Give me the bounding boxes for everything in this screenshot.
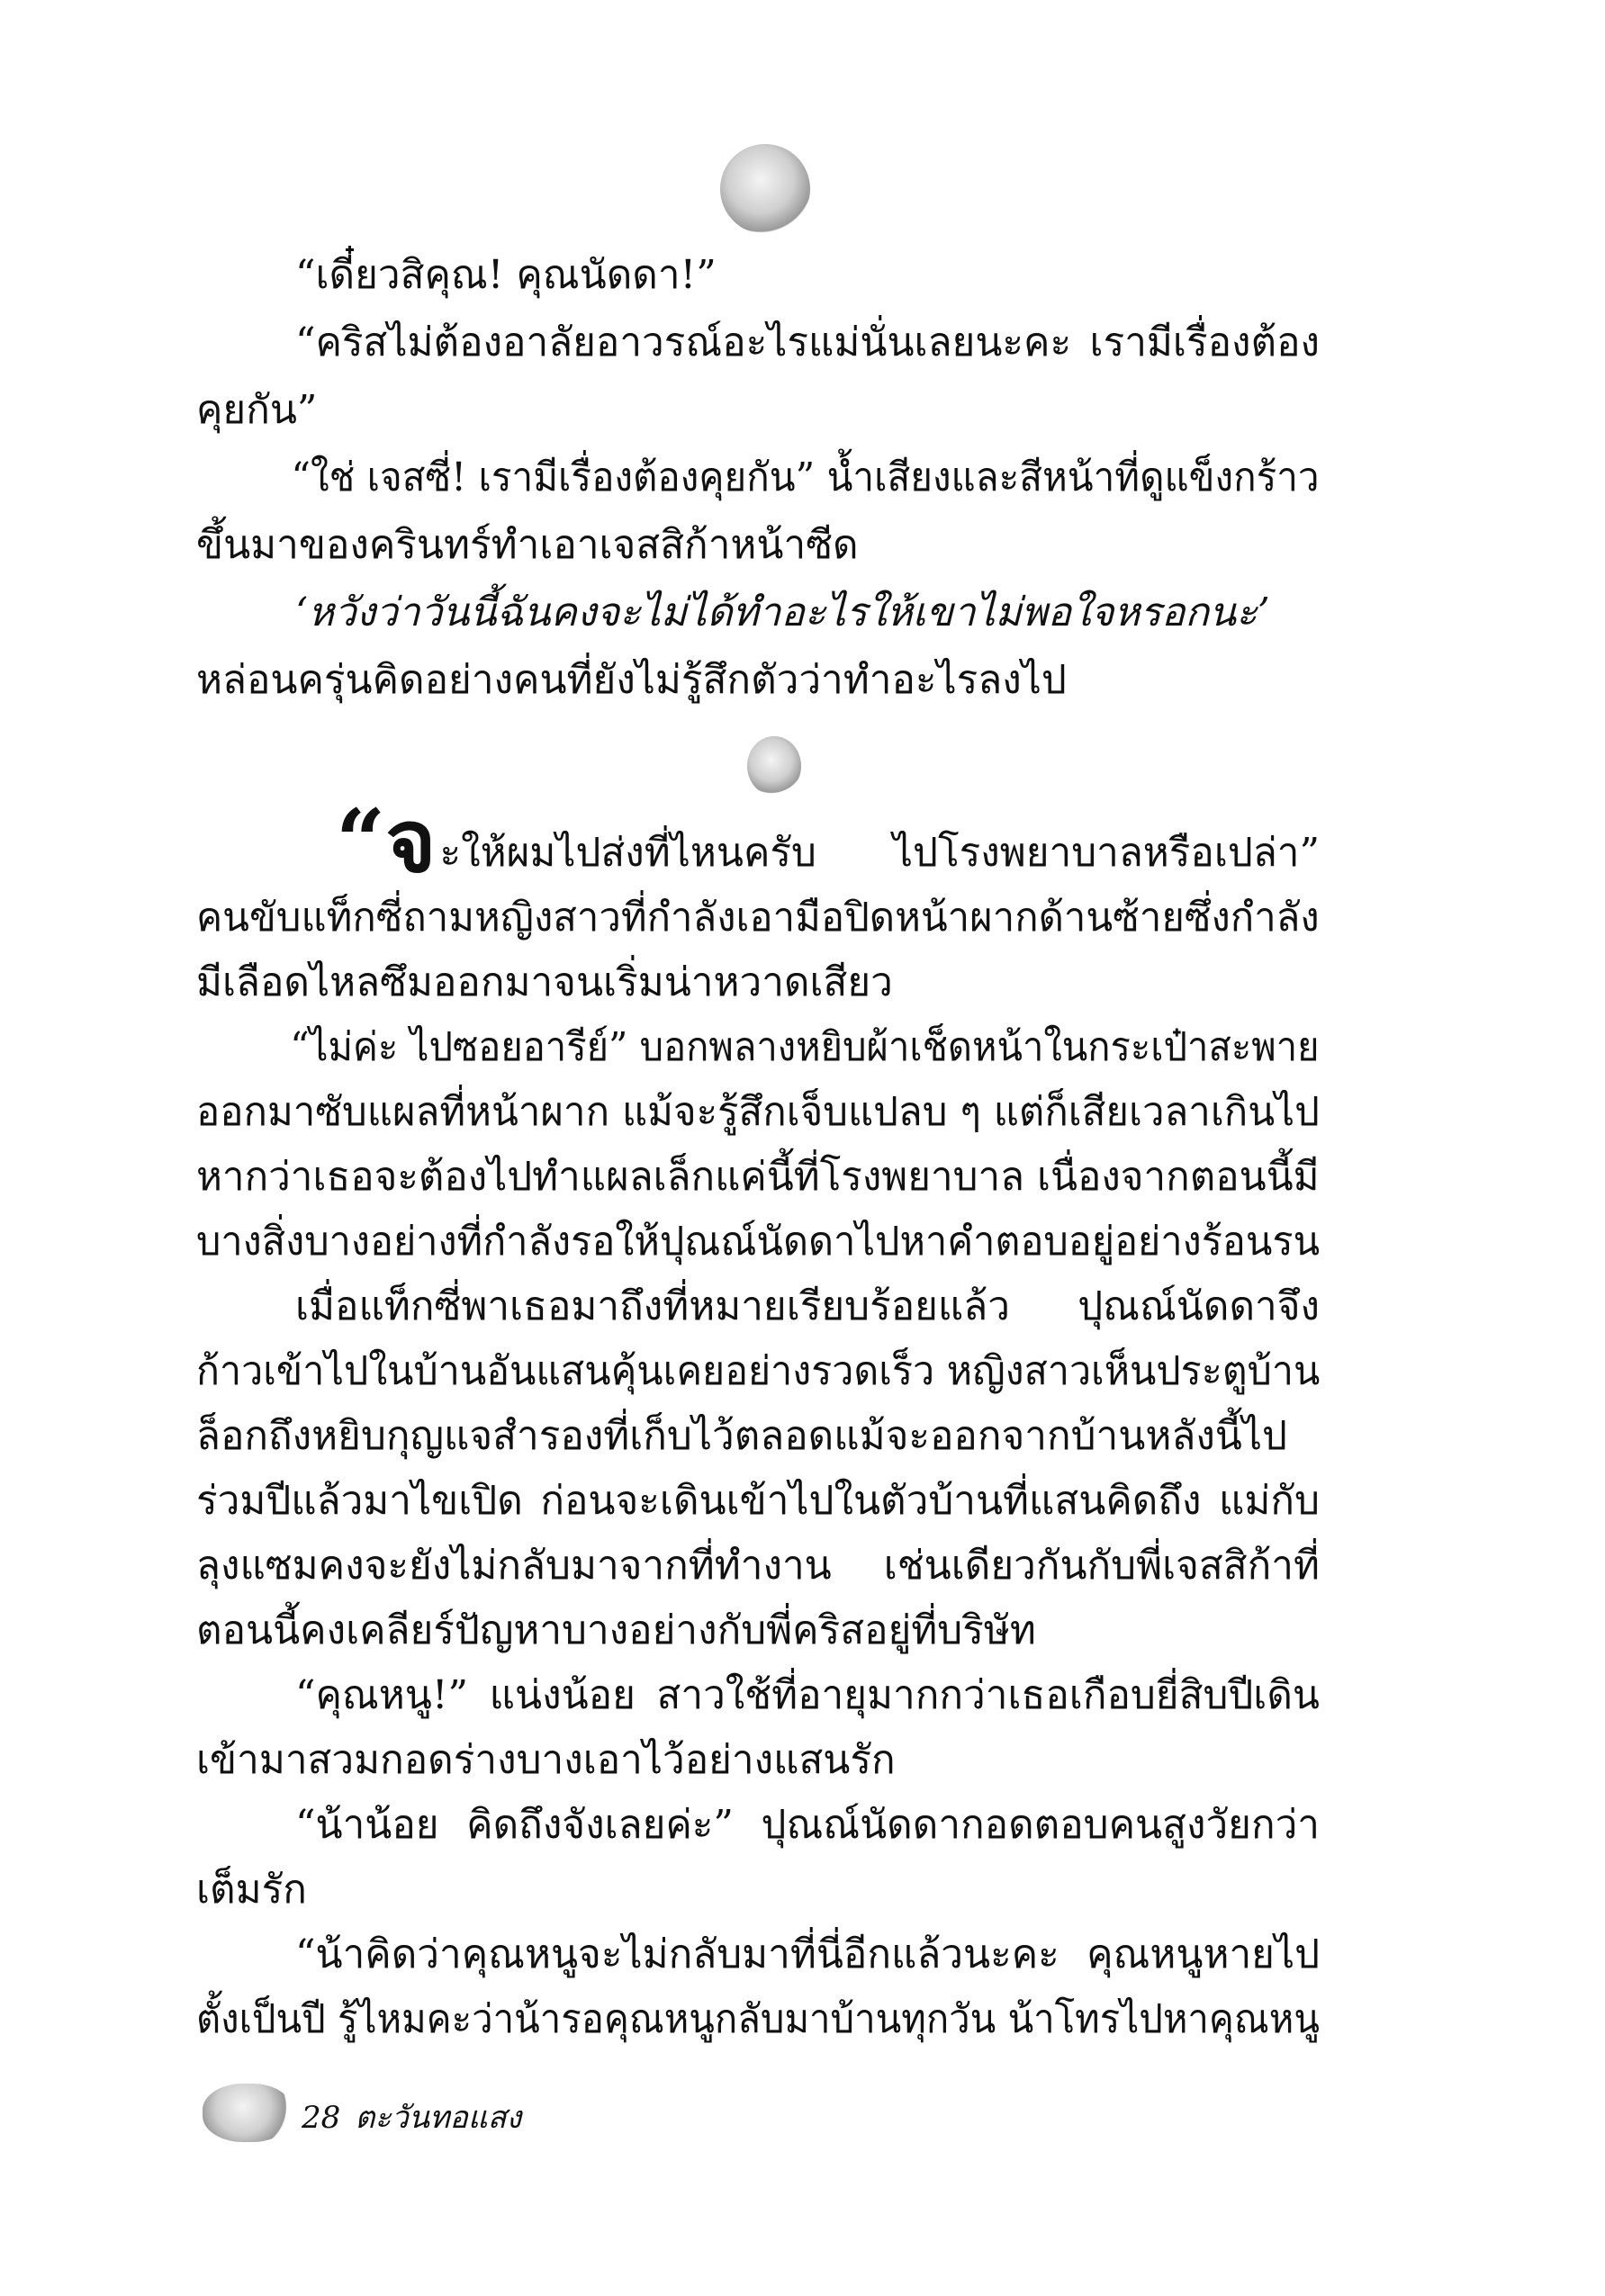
cherub-ornament-icon bbox=[720, 144, 810, 234]
paragraph-line: ล็อกถึงหยิบกุญแจสำรองที่เก็บไว้ตลอดแม้จะออกจากบ้านหลังนี้ไป bbox=[196, 1413, 1287, 1459]
paragraph-line: หากว่าเธอจะต้องไปทำแผลเล็กแค่นี้ที่โรงพยาบาล เนื่องจากตอนนี้มี bbox=[196, 1154, 1320, 1200]
page-number: 28 bbox=[302, 2100, 341, 2136]
paragraph-line: บางสิ่งบางอย่างที่กำลังรอให้ปุณณ์นัดดาไปหาคำตอบอยู่อย่างร้อนรน bbox=[196, 1219, 1321, 1265]
paragraph-line: ตั้งเป็นปี รู้ไหมคะว่าน้ารอคุณหนูกลับมาบ้านทุกวัน น้าโทรไปหาคุณหนู bbox=[196, 1996, 1320, 2042]
paragraph-line: ขึ้นมาของครินทร์ทำเอาเจสสิก้าหน้าซีด bbox=[196, 522, 859, 568]
paragraph-line: ร่วมปีแล้วมาไขเปิด ก่อนจะเดินเข้าไปในตัวบ้านที่แสนคิดถึง แม่กับ bbox=[196, 1478, 1320, 1524]
section-1-text bbox=[196, 241, 1320, 714]
paragraph-line: “น้าน้อย คิดถึงจังเลยค่ะ” ปุณณ์นัดดากอดตอบคนสูงวัยกว่า bbox=[295, 1802, 1320, 1848]
paragraph-line: คุยกัน” bbox=[196, 387, 318, 433]
line-text: ะให้ผมไปส่งที่ไหนครับ ไปโรงพยาบาลหรือเปล่า” bbox=[439, 830, 1320, 876]
paragraph-line: “เดี๋ยวสิคุณ! คุณนัดดา!” bbox=[295, 252, 717, 298]
paragraph-line: “คุณหนู!” แน่งน้อย สาวใช้ที่อายุมากกว่าเธอเกือบยี่สิบปีเดิน bbox=[295, 1672, 1320, 1718]
footer-ornament-icon bbox=[203, 2084, 293, 2142]
section-2-text bbox=[196, 790, 1321, 2052]
section-break-ornament-icon bbox=[747, 736, 801, 796]
paragraph-line: ก้าวเข้าไปในบ้านอันแสนคุ้นเคยอย่างรวดเร็ว หญิงสาวเห็นประตูบ้าน bbox=[196, 1348, 1321, 1394]
paragraph-line: เข้ามาสวมกอดร่างบางเอาไว้อย่างแสนรัก bbox=[196, 1737, 896, 1783]
paragraph-line: เมื่อแท็กซี่พาเธอมาถึงที่หมายเรียบร้อยแล้ว ปุณณ์นัดดาจึง bbox=[295, 1283, 1320, 1329]
page-footer bbox=[302, 2093, 536, 2141]
paragraph-line: “น้าคิดว่าคุณหนูจะไม่กลับมาที่นี่อีกแล้วนะคะ คุณหนูหายไป bbox=[295, 1931, 1320, 1977]
paragraph-line: ตอนนี้คงเคลียร์ปัญหาบางอย่างกับพี่คริสอยู่ที่บริษัท bbox=[196, 1607, 1036, 1653]
thought-line: ‘หวังว่าวันนี้ฉันคงจะไม่ได้ทำอะไรให้เขาไม่พอใจหรอกนะ’ bbox=[295, 590, 1270, 635]
book-title: ตะวันทอแสง bbox=[355, 2100, 522, 2136]
drop-cap: “จ bbox=[336, 790, 437, 892]
paragraph-line: ลุงแซมคงจะยังไม่กลับมาจากที่ทำงาน เช่นเดียวกันกับพี่เจสสิก้าที่ bbox=[196, 1543, 1320, 1589]
paragraph-line bbox=[196, 790, 1320, 892]
paragraph-line: เต็มรัก bbox=[196, 1867, 307, 1913]
paragraph-line: “ใช่ เจสซี่! เรามีเรื่องต้องคุยกัน” น้ำเสียงและสีหน้าที่ดูแข็งกร้าว bbox=[291, 455, 1320, 500]
paragraph-line: “คริสไม่ต้องอาลัยอาวรณ์อะไรแม่นั่นเลยนะคะ เรามีเรื่องต้อง bbox=[295, 320, 1320, 365]
paragraph-line: “ไม่ค่ะ ไปซอยอารีย์” บอกพลางหยิบผ้าเช็ดหน้าในกระเป๋าสะพาย bbox=[290, 1024, 1320, 1070]
paragraph-line: มีเลือดไหลซึมออกมาจนเริ่มน่าหวาดเสียว bbox=[196, 959, 893, 1005]
paragraph-line: หล่อนครุ่นคิดอย่างคนที่ยังไม่รู้สึกตัวว่าทำอะไรลงไป bbox=[196, 657, 1067, 703]
paragraph-line: ออกมาซับแผลที่หน้าผาก แม้จะรู้สึกเจ็บแปลบ ๆ แต่ก็เสียเวลาเกินไป bbox=[196, 1089, 1320, 1135]
paragraph-line: คนขับแท็กซี่ถามหญิงสาวที่กำลังเอามือปิดหน้าผากด้านซ้ายซึ่งกำลัง bbox=[196, 895, 1320, 941]
